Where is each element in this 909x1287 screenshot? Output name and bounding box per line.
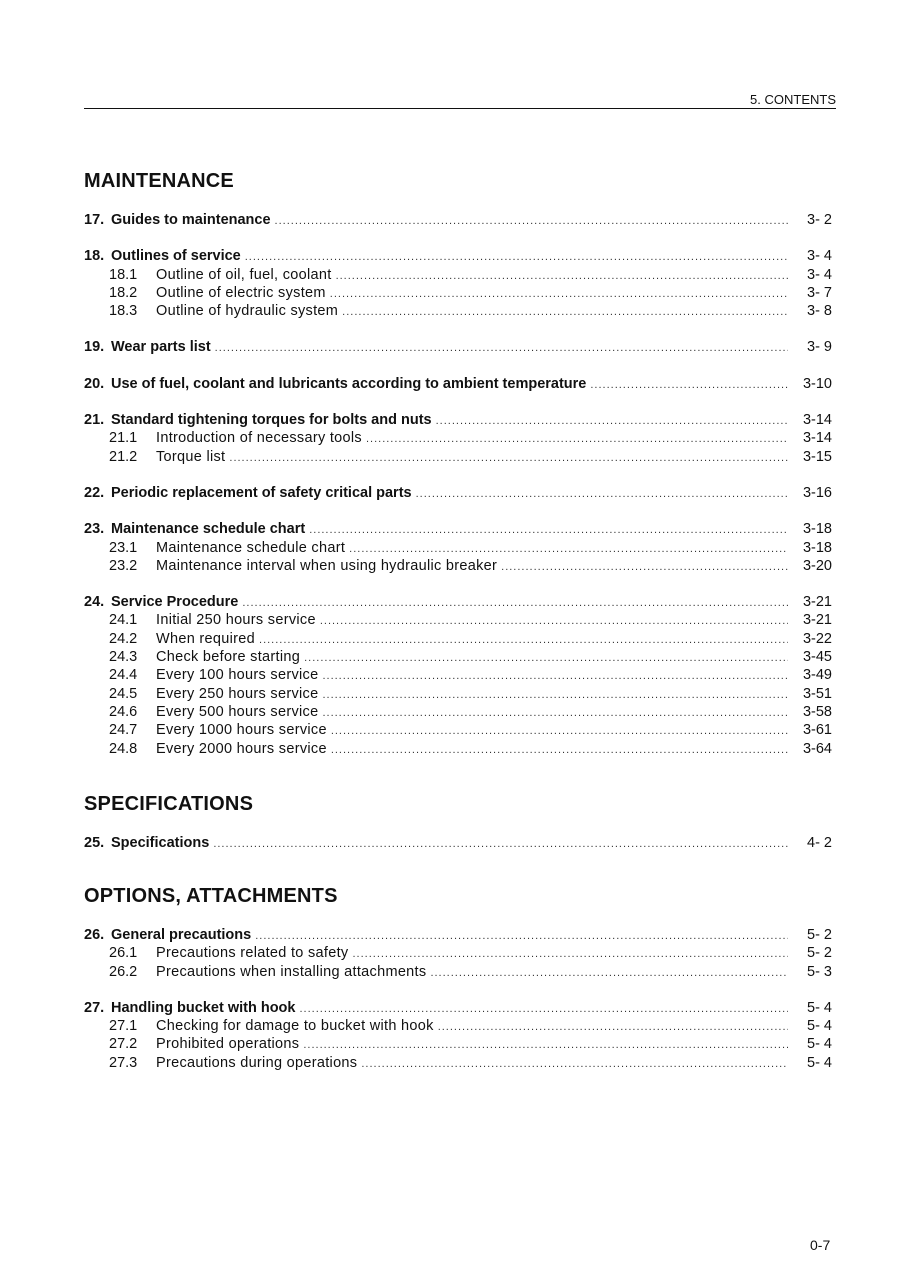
dot-leader xyxy=(275,212,788,230)
dot-leader xyxy=(322,667,788,685)
specifications-section xyxy=(84,793,832,870)
section-title-options: OPTIONS, ATTACHMENTS xyxy=(84,885,338,907)
entry-page: 3- 7 xyxy=(807,284,832,301)
entry-label: Outlines of service xyxy=(111,248,241,265)
entry-num: 18. xyxy=(84,248,105,265)
entry-num: 24. xyxy=(84,594,105,611)
toc-group xyxy=(84,411,832,466)
toc-group xyxy=(84,593,832,758)
entry-page: 3-45 xyxy=(802,649,832,666)
entry-num: 23. xyxy=(84,521,105,538)
entry-page: 3-21 xyxy=(802,594,832,611)
toc-group xyxy=(84,247,832,320)
toc-subentry xyxy=(84,1017,832,1035)
toc-entry xyxy=(84,520,832,538)
entry-num: 23.2 xyxy=(109,557,138,574)
toc-subentry xyxy=(84,1054,832,1072)
dot-leader xyxy=(320,612,788,630)
toc-subentry xyxy=(84,963,832,981)
entry-num: 21.1 xyxy=(109,430,138,447)
dot-leader xyxy=(304,649,788,667)
entry-page: 3-10 xyxy=(802,375,832,392)
dot-leader xyxy=(590,376,788,394)
maintenance-section xyxy=(84,170,832,776)
entry-label: Outline of oil, fuel, coolant xyxy=(156,266,332,283)
dot-leader xyxy=(213,835,788,853)
dot-leader xyxy=(366,430,788,448)
entry-label: Every 500 hours service xyxy=(156,703,319,720)
entry-num: 27.1 xyxy=(109,1018,138,1035)
entry-label: Torque list xyxy=(156,448,226,465)
entry-label: Initial 250 hours service xyxy=(156,612,316,629)
toc-subentry xyxy=(84,740,832,758)
dot-leader xyxy=(215,339,788,357)
dot-leader xyxy=(361,1055,788,1073)
toc-subentry xyxy=(84,1035,832,1053)
toc-entry xyxy=(84,411,832,429)
page-number: 0-7 xyxy=(810,1237,831,1253)
toc-subentry xyxy=(84,302,832,320)
entry-num: 23.1 xyxy=(109,539,138,556)
toc-group xyxy=(84,999,832,1072)
entry-label: Every 100 hours service xyxy=(156,667,319,684)
dot-leader xyxy=(299,1000,788,1018)
entry-page: 5- 4 xyxy=(807,1036,832,1053)
section-title-maintenance: MAINTENANCE xyxy=(84,170,234,192)
toc-group xyxy=(84,484,832,502)
toc-entry xyxy=(84,834,832,852)
entry-label: Precautions during operations xyxy=(156,1054,358,1071)
dot-leader xyxy=(330,285,788,303)
options-entries xyxy=(84,926,832,1072)
entry-label: Precautions related to safety xyxy=(156,945,349,962)
entry-page: 4- 2 xyxy=(807,835,832,851)
entry-label: Outline of hydraulic system xyxy=(156,303,339,320)
dot-leader xyxy=(336,267,788,285)
entry-page: 3-18 xyxy=(802,539,832,556)
dot-leader xyxy=(229,449,788,467)
toc-subentry xyxy=(84,284,832,302)
entry-label: Precautions when installing attachments xyxy=(156,963,427,980)
entry-num: 24.3 xyxy=(109,649,138,666)
entry-num: 24.7 xyxy=(109,722,138,739)
toc-entry xyxy=(84,484,832,502)
maintenance-entries xyxy=(84,211,832,758)
entry-page: 3-21 xyxy=(802,612,832,629)
entry-label: Checking for damage to bucket with hook xyxy=(156,1018,434,1035)
entry-num: 27. xyxy=(84,999,105,1016)
entry-num: 26.1 xyxy=(109,945,138,962)
entry-page: 5- 4 xyxy=(807,999,832,1016)
header-section-label: 5. CONTENTS xyxy=(750,92,836,107)
toc-subentry xyxy=(84,685,832,703)
dot-leader xyxy=(331,722,788,740)
entry-label: Periodic replacement of safety critical parts xyxy=(111,484,412,501)
entry-page: 5- 2 xyxy=(807,945,832,962)
entry-page: 3- 2 xyxy=(807,212,832,228)
toc-subentry xyxy=(84,539,832,557)
entry-page: 3- 9 xyxy=(807,339,832,356)
entry-num: 22. xyxy=(84,484,105,501)
entry-num: 18.3 xyxy=(109,303,138,320)
entry-num: 17. xyxy=(84,212,105,228)
toc-entry xyxy=(84,211,832,229)
entry-num: 26.2 xyxy=(109,963,138,980)
toc-group xyxy=(84,338,832,356)
running-header xyxy=(84,92,836,109)
toc-entry xyxy=(84,926,832,944)
toc-subentry xyxy=(84,666,832,684)
options-section xyxy=(84,885,832,1090)
entry-num: 21.2 xyxy=(109,448,138,465)
entry-page: 3-15 xyxy=(802,448,832,465)
toc-group xyxy=(84,211,832,229)
entry-page: 5- 2 xyxy=(807,927,832,943)
entry-page: 3-64 xyxy=(802,740,832,757)
dot-leader xyxy=(242,594,788,612)
entry-page: 3-22 xyxy=(802,630,832,647)
dot-leader xyxy=(416,485,788,503)
entry-label: Service Procedure xyxy=(111,594,239,611)
entry-page: 5- 3 xyxy=(807,963,832,980)
toc-subentry xyxy=(84,557,832,575)
dot-leader xyxy=(322,704,788,722)
entry-num: 24.6 xyxy=(109,703,138,720)
entry-num: 19. xyxy=(84,339,105,356)
entry-label: Prohibited operations xyxy=(156,1036,300,1053)
dot-leader xyxy=(436,412,788,430)
toc-subentry xyxy=(84,266,832,284)
entry-num: 24.5 xyxy=(109,685,138,702)
entry-num: 24.2 xyxy=(109,630,138,647)
toc-subentry xyxy=(84,630,832,648)
entry-page: 3- 4 xyxy=(807,248,832,265)
toc-entry xyxy=(84,247,832,265)
entry-label: Maintenance interval when using hydraulic breaker xyxy=(156,557,498,574)
toc-group xyxy=(84,926,832,981)
entry-num: 25. xyxy=(84,835,105,851)
entry-label: Every 1000 hours service xyxy=(156,722,327,739)
dot-leader xyxy=(438,1018,788,1036)
entry-label: Maintenance schedule chart xyxy=(156,539,346,556)
toc-subentry xyxy=(84,648,832,666)
entry-num: 26. xyxy=(84,927,105,943)
toc-group xyxy=(84,375,832,393)
toc-entry xyxy=(84,593,832,611)
dot-leader xyxy=(349,540,788,558)
entry-label: Handling bucket with hook xyxy=(111,999,296,1016)
dot-leader xyxy=(430,964,788,982)
toc-subentry xyxy=(84,429,832,447)
entry-page: 3-16 xyxy=(802,484,832,501)
entry-num: 24.1 xyxy=(109,612,138,629)
entry-label: Standard tightening torques for bolts and nuts xyxy=(111,412,432,429)
dot-leader xyxy=(259,631,788,649)
toc-subentry xyxy=(84,611,832,629)
dot-leader xyxy=(309,521,788,539)
entry-num: 18.1 xyxy=(109,266,138,283)
entry-num: 27.3 xyxy=(109,1054,138,1071)
entry-page: 3-20 xyxy=(802,557,832,574)
dot-leader xyxy=(255,927,788,945)
toc-subentry xyxy=(84,448,832,466)
entry-page: 3-61 xyxy=(802,722,832,739)
toc-subentry xyxy=(84,721,832,739)
toc-subentry xyxy=(84,944,832,962)
entry-page: 3- 8 xyxy=(807,303,832,320)
toc-group xyxy=(84,520,832,575)
entry-page: 3-14 xyxy=(802,430,832,447)
dot-leader xyxy=(322,686,788,704)
dot-leader xyxy=(303,1036,788,1054)
entry-label: Use of fuel, coolant and lubricants according to ambient temperature xyxy=(111,375,587,392)
entry-label: Specifications xyxy=(111,835,210,851)
entry-num: 24.4 xyxy=(109,667,138,684)
entry-label: Every 250 hours service xyxy=(156,685,319,702)
entry-label: Maintenance schedule chart xyxy=(111,521,306,538)
entry-label: Introduction of necessary tools xyxy=(156,430,362,447)
toc-entry xyxy=(84,375,832,393)
entry-num: 24.8 xyxy=(109,740,138,757)
entry-label: Every 2000 hours service xyxy=(156,740,327,757)
entry-page: 3-58 xyxy=(802,703,832,720)
entry-num: 18.2 xyxy=(109,284,138,301)
entry-label: Outline of electric system xyxy=(156,284,326,301)
toc-subentry xyxy=(84,703,832,721)
entry-page: 3-14 xyxy=(802,412,832,429)
toc-entry xyxy=(84,338,832,356)
dot-leader xyxy=(245,248,788,266)
dot-leader xyxy=(342,303,788,321)
entry-label: Check before starting xyxy=(156,649,301,666)
entry-num: 27.2 xyxy=(109,1036,138,1053)
specifications-entries xyxy=(84,834,832,852)
entry-num: 20. xyxy=(84,375,105,392)
dot-leader xyxy=(501,558,788,576)
entry-page: 3-18 xyxy=(802,521,832,538)
entry-label: Guides to maintenance xyxy=(111,212,271,228)
dot-leader xyxy=(331,741,788,759)
entry-page: 3-51 xyxy=(802,685,832,702)
dot-leader xyxy=(352,945,788,963)
entry-num: 21. xyxy=(84,412,105,429)
entry-page: 3-49 xyxy=(802,667,832,684)
entry-page: 3- 4 xyxy=(807,266,832,283)
entry-page: 5- 4 xyxy=(807,1054,832,1071)
entry-label: When required xyxy=(156,630,256,647)
entry-page: 5- 4 xyxy=(807,1018,832,1035)
section-title-specifications: SPECIFICATIONS xyxy=(84,793,254,815)
toc-entry xyxy=(84,999,832,1017)
entry-label: Wear parts list xyxy=(111,339,211,356)
entry-label: General precautions xyxy=(111,927,252,943)
toc-group xyxy=(84,834,832,852)
